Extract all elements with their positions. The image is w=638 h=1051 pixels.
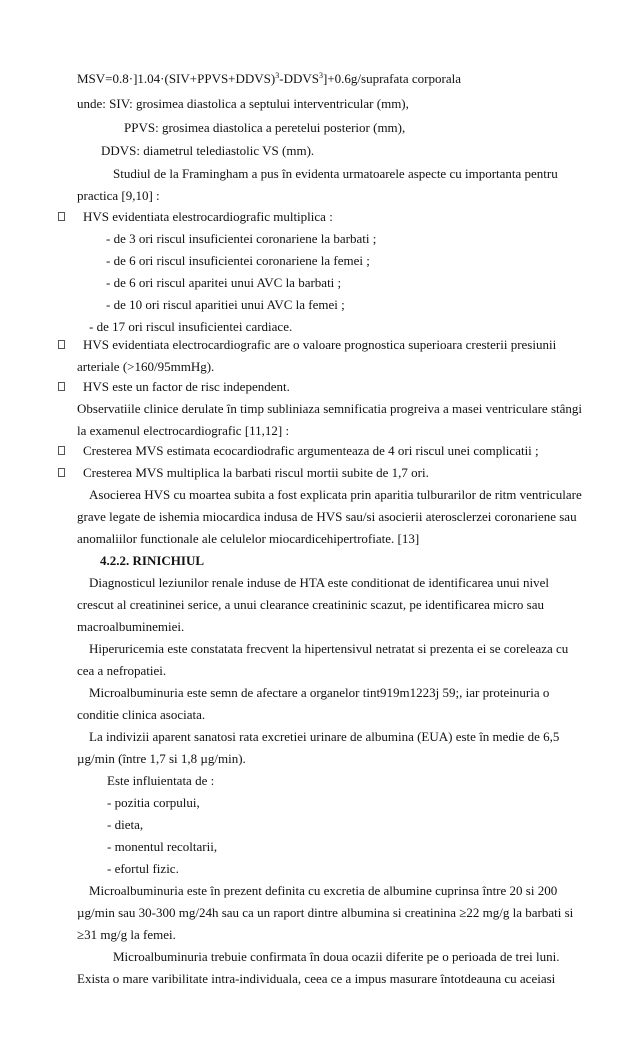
text-line: µg/min sau 30-300 mg/24h sau ca un raport dintre albumina si creatinina ≥22 mg/g la barbati si: [77, 905, 574, 920]
text-line: la examenul electrocardiografic [11,12] :: [77, 423, 290, 438]
text-line: Observatiile clinice derulate în timp subliniaza semnificatia progreiva a masei ventriculare stângi: [77, 401, 583, 416]
text-line: Microalbuminuria este semn de afectare a organelor tint919m1223j 59;, iar proteinuria o: [89, 685, 550, 700]
list-item: - de 6 ori riscul insuficientei coronariene la femei ;: [106, 253, 370, 268]
bullet-item: Cresterea MVS estimata ecocardiodrafic argumenteaza de 4 ori riscul unei complicatii ;: [83, 443, 539, 458]
text-line: Asocierea HVS cu moartea subita a fost explicata prin aparitia tulburarilor de ritm ventriculare: [89, 487, 582, 502]
bullet-icon: [58, 468, 65, 477]
list-item: - pozitia corpului,: [107, 795, 200, 810]
list-item: - dieta,: [107, 817, 144, 832]
text-line: DDVS: diametrul telediastolic VS (mm).: [101, 143, 315, 158]
text-line: arteriale (>160/95mmHg).: [77, 359, 215, 374]
text-line: Exista o mare varibilitate intra-individuala, ceea ce a impus masurare întotdeauna cu aceiasi: [77, 971, 556, 986]
formula-part: MSV=0.8·]1.04·(SIV+PPVS+DDVS): [77, 71, 276, 86]
bullet-icon: [58, 340, 65, 349]
formula-line: [77, 71, 461, 87]
bullet-item: HVS evidentiata elestrocardiografic multiplica :: [83, 209, 333, 224]
section-heading: 4.2.2. RINICHIUL: [100, 553, 205, 568]
formula-exponent: 3: [318, 71, 323, 80]
list-item: - monentul recoltarii,: [107, 839, 218, 854]
bullet-item: Cresterea MVS multiplica la barbati riscul mortii subite de 1,7 ori.: [83, 465, 429, 480]
text-line: Microalbuminuria trebuie confirmata în doua ocazii diferite pe o perioada de trei luni.: [113, 949, 560, 964]
list-item: - de 17 ori riscul insuficientei cardiace.: [89, 319, 293, 334]
bullet-icon: [58, 446, 65, 455]
bullet-icon: [58, 212, 65, 221]
text-line: Microalbuminuria este în prezent definita cu excretia de albumine cuprinsa între 20 si 200: [89, 883, 558, 898]
bullet-icon: [58, 382, 65, 391]
bullet-item: HVS este un factor de risc independent.: [83, 379, 290, 394]
text-line: Studiul de la Framingham a pus în evidenta urmatoarele aspecte cu importanta pentru: [113, 166, 558, 181]
list-item: - de 6 ori riscul aparitei unui AVC la barbati ;: [106, 275, 342, 290]
list-item: - de 3 ori riscul insuficientei coronariene la barbati ;: [106, 231, 377, 246]
list-item: - de 10 ori riscul aparitiei unui AVC la femei ;: [106, 297, 345, 312]
formula-part: ]+0.6g/suprafata corporala: [322, 71, 461, 86]
text-line: ≥31 mg/g la femei.: [77, 927, 176, 942]
text-line: Diagnosticul leziunilor renale induse de HTA este conditionat de identificarea unui nivel: [89, 575, 549, 590]
text-line: conditie clinica asociata.: [77, 707, 206, 722]
bullet-item: HVS evidentiata electrocardiografic are o valoare prognostica superioara cresterii presiunii: [83, 337, 557, 352]
text-line: anomaliilor functionale ale celulelor miocardicehipertrofiate. [13]: [77, 531, 420, 546]
formula-exponent: 3: [275, 71, 280, 80]
text-line: crescut al creatininei serice, a unui clearance creatininic scazut, pe identificarea micro sau: [77, 597, 545, 612]
text-line: La indivizii aparent sanatosi rata excretiei urinare de albumina (EUA) este în medie de 6,5: [89, 729, 560, 744]
text-line: unde: SIV: grosimea diastolica a septului interventricular (mm),: [77, 96, 409, 111]
formula-part: -DDVS: [279, 71, 319, 86]
text-line: Este influientata de :: [107, 773, 215, 788]
list-item: - efortul fizic.: [107, 861, 179, 876]
text-line: µg/min (între 1,7 si 1,8 µg/min).: [77, 751, 246, 766]
text-line: PPVS: grosimea diastolica a peretelui posterior (mm),: [124, 120, 406, 135]
text-line: grave legate de ishemia miocardica indusa de HVS sau/si asocierii aterosclerzei coronariene sau: [77, 509, 577, 524]
text-line: practica [9,10] :: [77, 188, 160, 203]
text-line: cea a nefropatiei.: [77, 663, 167, 678]
text-line: Hiperuricemia este constatata frecvent la hipertensivul netratat si prezenta ei se coreleaza cu: [89, 641, 569, 656]
text-line: macroalbuminemiei.: [77, 619, 185, 634]
